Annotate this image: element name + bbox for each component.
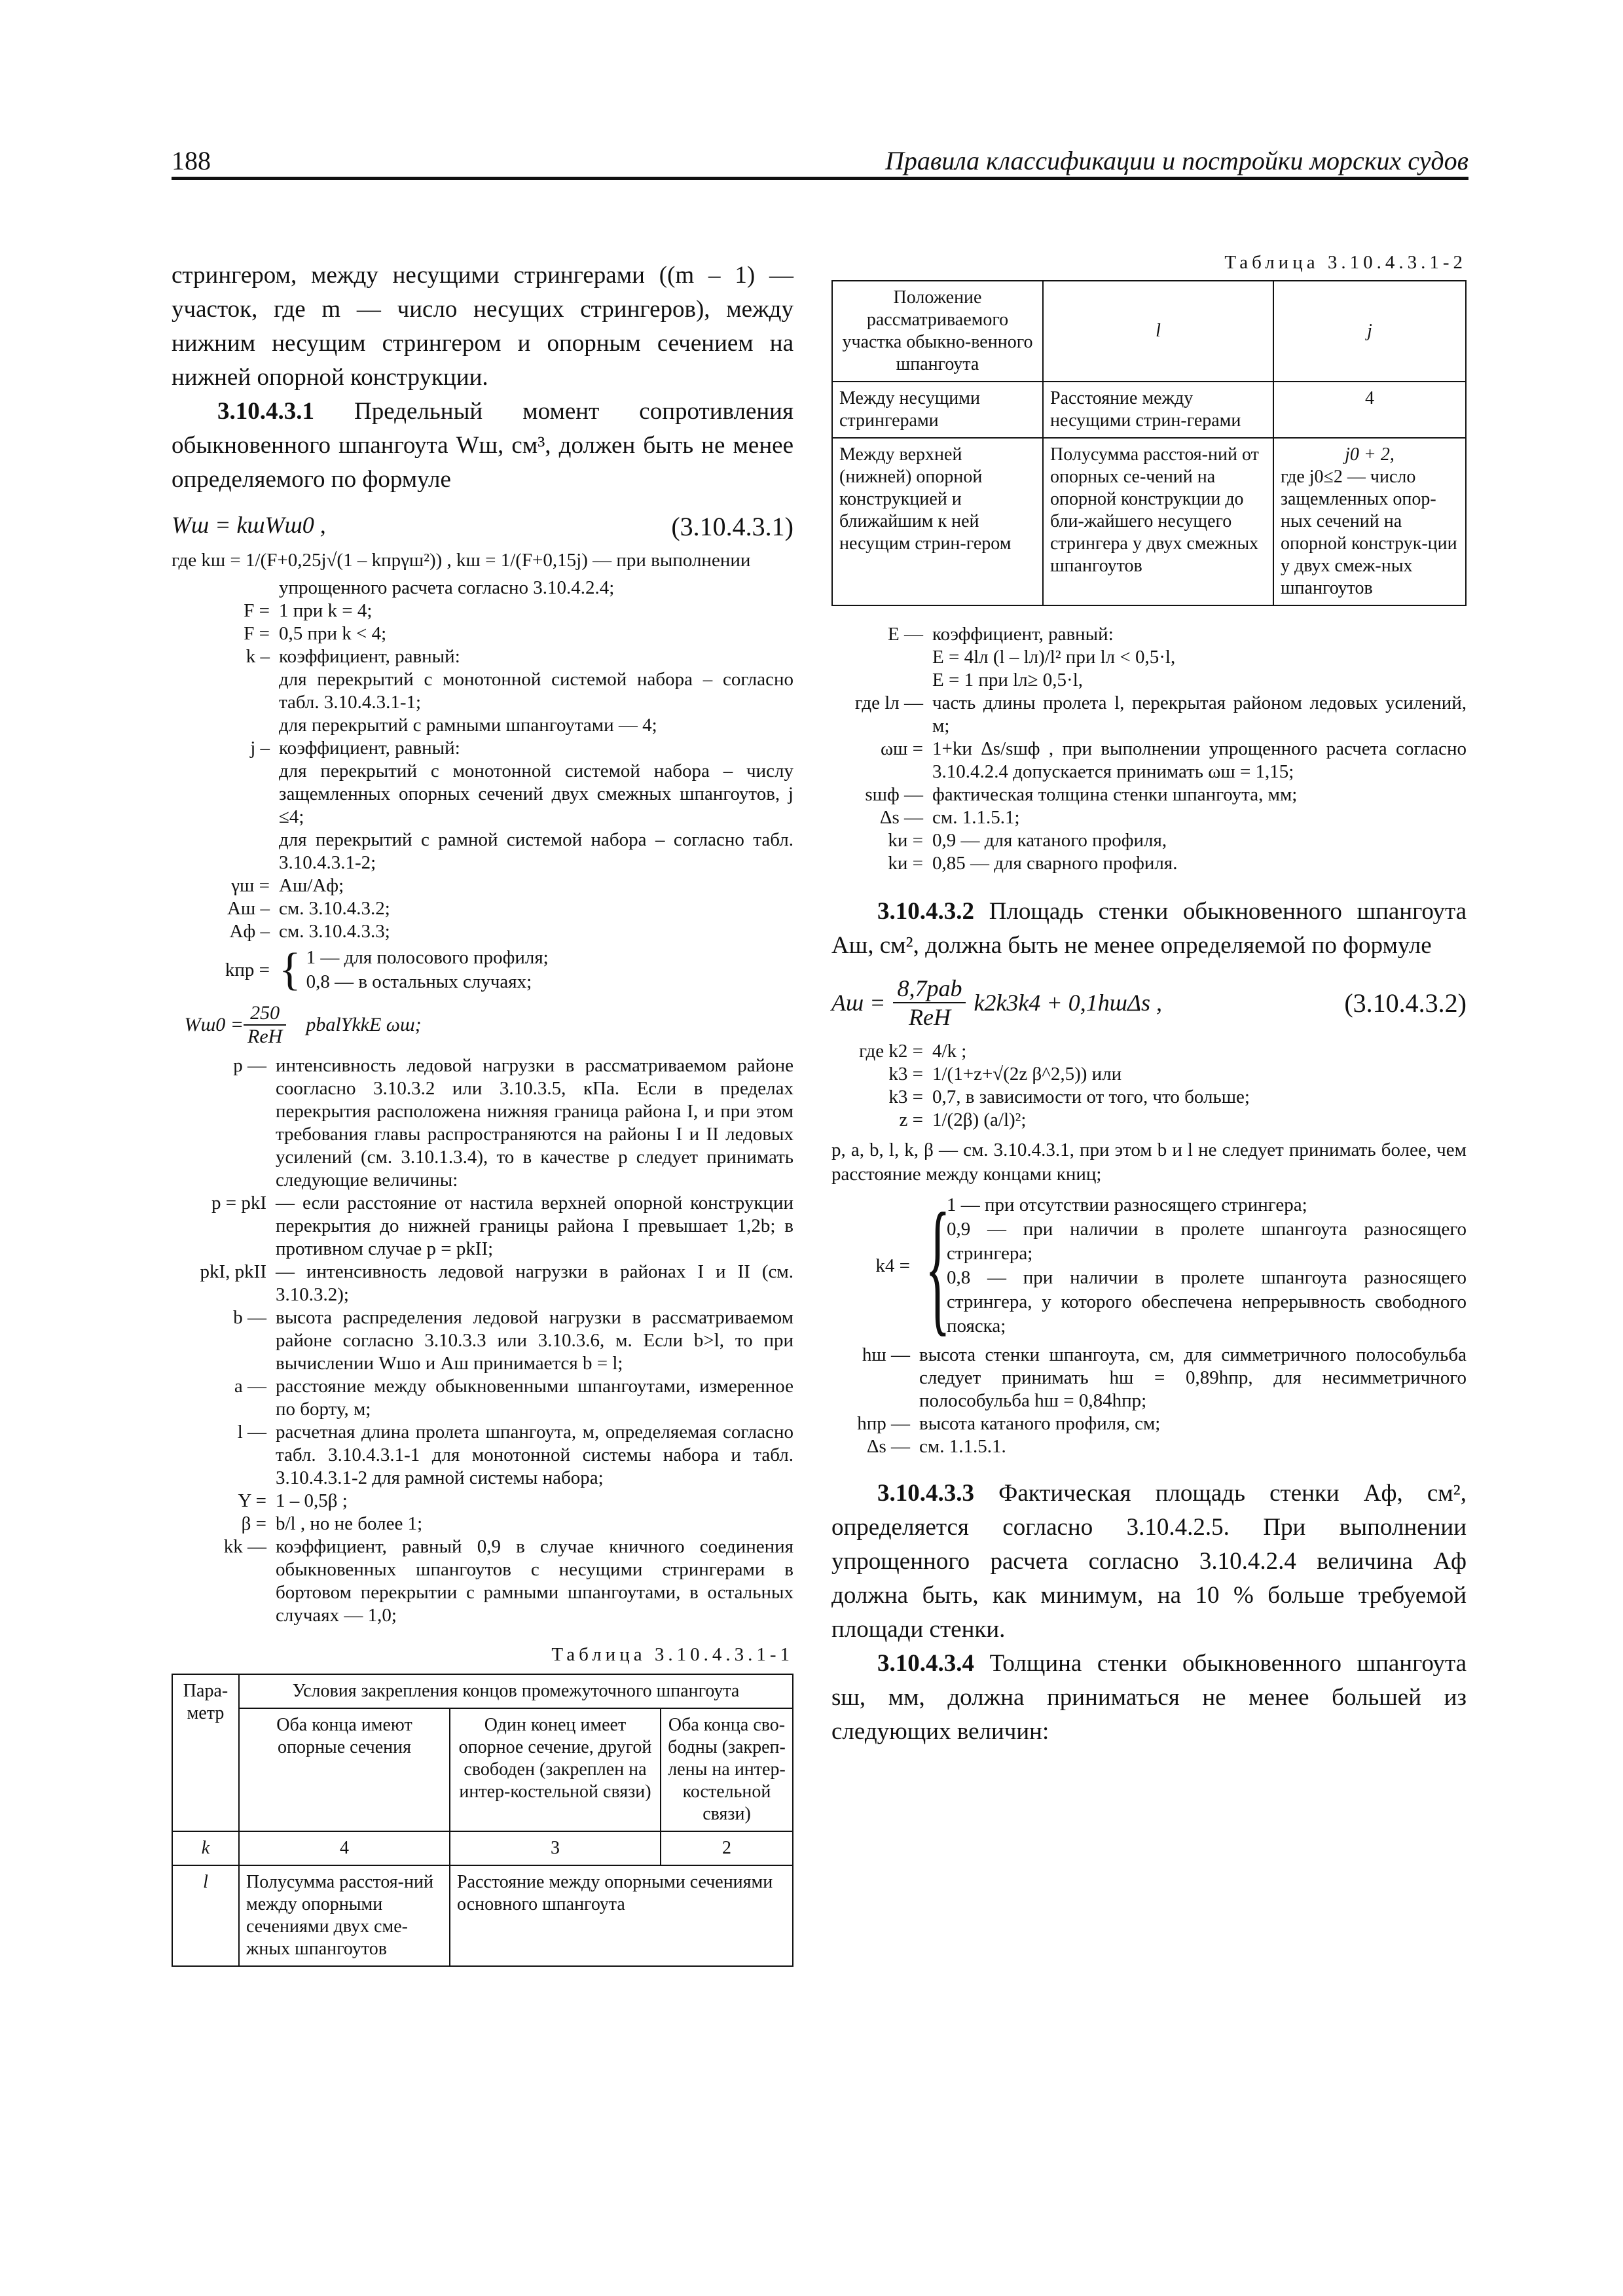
- definition-row: [172, 600, 793, 622]
- definition-term: k3 =: [888, 1064, 923, 1085]
- definitions-list-3: [831, 623, 1467, 875]
- formula2-fraction: [893, 975, 966, 1031]
- wsh0-fraction: [244, 1002, 286, 1048]
- page-number: 188: [172, 146, 211, 175]
- formula2-denominator: ReH: [908, 1004, 951, 1030]
- formula-3-10-4-3-2: [831, 975, 1467, 1031]
- definition-text: 0,5 при k < 4;: [279, 623, 387, 644]
- wsh0-numerator: 250: [244, 1002, 286, 1026]
- definition-row: [172, 714, 793, 737]
- definition-term: p = pkI: [211, 1193, 266, 1213]
- left-column: [172, 259, 793, 1967]
- definition-row: [831, 692, 1467, 738]
- wsh0-denominator: ReH: [247, 1026, 283, 1047]
- definition-text: 1/(1+z+√(2z β^2,5)) или: [932, 1064, 1122, 1085]
- brace-icon: {: [925, 1182, 951, 1349]
- definition-term: Aф –: [229, 921, 270, 942]
- definition-row: [172, 1513, 793, 1535]
- table1-k-c1: 4: [239, 1831, 450, 1865]
- definition-row: [831, 738, 1467, 783]
- definition-text: 1/(2β) (a/l)²;: [932, 1109, 1027, 1130]
- definition-text: расстояние между обыкновенными шпангоутами, измеренное по борту, м;: [276, 1376, 793, 1420]
- definition-text: фактическая толщина стенки шпангоута, мм;: [932, 784, 1298, 805]
- definition-text: 4/k ;: [932, 1041, 967, 1062]
- definition-row: [172, 577, 793, 600]
- definition-term: [172, 829, 279, 874]
- definition-text: упрощенного расчета согласно 3.10.4.2.4;: [279, 577, 615, 598]
- k4-case-1: 1 — при отсутствии разносящего стрингера;: [947, 1194, 1307, 1215]
- definition-text: — если расстояние от настила верхней опорной конструкции перекрытия до нижней границы района I превышает 1,2b; в противном случае p = pkII;: [276, 1193, 793, 1259]
- definition-text: коэффициент, равный:: [279, 646, 460, 667]
- definition-text: для перекрытий с рамными шпангоутами — 4;: [279, 715, 657, 736]
- definition-row: [831, 1412, 1467, 1435]
- definition-row: [172, 1375, 793, 1421]
- definition-text: см. 1.1.5.1;: [932, 807, 1020, 828]
- definition-term: где lл —: [854, 692, 923, 713]
- definition-term: z =: [899, 1109, 923, 1130]
- definition-term: [172, 577, 279, 600]
- section-number: 3.10.4.3.2: [877, 898, 974, 925]
- definition-text: b/l , но не более 1;: [276, 1513, 423, 1534]
- kpr-case-2: 0,8 — в остальных случаях;: [306, 971, 532, 992]
- definition-row: [172, 1054, 793, 1192]
- definition-term: b —: [233, 1307, 266, 1328]
- definition-term: F =: [244, 623, 270, 644]
- pab-line: p, a, b, l, k, β — см. 3.10.4.3.1, при этом b и l не следует принимать более, чем расстояние между концами книц;: [831, 1139, 1467, 1185]
- section-text: Фактическая площадь стенки Aф, см², определяется согласно 3.10.4.2.5. При выполнении упрощенного расчета согласно 3.10.4.2.4 величина Aф должна быть, как минимум, на 10 % больше требуемой площади стенки.: [831, 1480, 1467, 1643]
- definition-term: [172, 668, 279, 714]
- definition-text: интенсивность ледовой нагрузки в рассматриваемом районе соогласно 3.10.3.2 или 3.10.3.5, кПа. Если в пределах перекрытия расположена нижняя граница района I, и при этом требования главы распространяются на районы I и II ледовых усилений (см. 3.10.1.3.4), то в качестве p следует принимать следующие величины:: [276, 1055, 793, 1191]
- definition-term: k3 =: [888, 1086, 923, 1107]
- formula-number: (3.10.4.3.1): [671, 512, 793, 541]
- definition-row: [831, 1086, 1467, 1109]
- table2-r1c2: Расстояние между несущими стрин-герами: [1043, 382, 1273, 438]
- table-3-10-4-3-1-1: [172, 1674, 793, 1967]
- definition-term: Δs —: [866, 1436, 910, 1457]
- definition-row: [172, 760, 793, 829]
- definition-text: см. 1.1.5.1.: [919, 1436, 1006, 1457]
- definition-row: [831, 1040, 1467, 1063]
- brace-icon: {: [279, 944, 301, 995]
- definition-row: [172, 1535, 793, 1627]
- definition-term: l —: [237, 1422, 266, 1443]
- definition-text: для перекрытий с монотонной системой набора – числу защемленных опорных сечений двух смежных шпангоутов, j ≤4;: [279, 761, 793, 827]
- definitions-list-4: [831, 1040, 1467, 1132]
- header-rule: [172, 177, 1468, 180]
- definition-row: [831, 623, 1467, 646]
- definition-text: 1 при k = 4;: [279, 600, 373, 621]
- definition-row: [172, 668, 793, 714]
- definition-row: [831, 646, 1467, 669]
- definition-term: [831, 669, 932, 692]
- definition-text: 1 – 0,5β ;: [276, 1490, 348, 1511]
- definition-text: 0,7, в зависимости от того, что больше;: [932, 1086, 1250, 1107]
- definition-text: 1+kи Δs/sшф , при выполнении упрощенного расчета согласно 3.10.4.2.4 допускается принимать ωш = 1,15;: [932, 738, 1467, 782]
- definition-text: для перекрытий с рамной системой набора – согласно табл. 3.10.4.3.1-2;: [279, 829, 793, 873]
- definition-row: [172, 645, 793, 668]
- definition-term: β =: [241, 1513, 266, 1534]
- kpr-case-1: 1 — для полосового профиля;: [306, 947, 549, 968]
- definition-row: [831, 783, 1467, 806]
- table1-k-c3: 2: [661, 1831, 793, 1865]
- definition-text: для перекрытий с монотонной системой набора – согласно табл. 3.10.4.3.1-1;: [279, 669, 793, 713]
- definition-text: см. 3.10.4.3.2;: [279, 898, 390, 919]
- definition-text: коэффициент, равный 0,9 в случае кничного соединения обыкновенных шпангоутов с несущими стрингерами в бортовом перекрытии с рамными шпангоутами, в остальных случаях — 1,0;: [276, 1536, 793, 1626]
- definition-row: [172, 622, 793, 645]
- definitions-list-2: [172, 1054, 793, 1627]
- definition-term: kи =: [888, 853, 923, 874]
- definition-term: E —: [888, 624, 923, 645]
- definition-term: F =: [244, 600, 270, 621]
- section-text: Предельный момент сопротивления обыкновенного шпангоута Wш, см³, должен быть не менее определяемого по формуле: [172, 398, 793, 493]
- definition-text: высота стенки шпангоута, см, для симметричного полособульба следует принимать hш = 0,89hпр, для несимметричного полособульба hш = 0,84hпр;: [919, 1344, 1467, 1411]
- definition-term: k –: [246, 646, 270, 667]
- definition-term: γш =: [231, 875, 270, 896]
- kpr-label: kпр =: [225, 959, 270, 980]
- table1-l-label: l: [172, 1865, 239, 1966]
- k4-case-2: 0,9 — при наличии в пролете шпангоута разносящего стрингера;: [947, 1219, 1467, 1264]
- definition-row: [172, 897, 793, 920]
- section-3-10-4-3-3: [831, 1477, 1467, 1647]
- running-title: Правила классификации и постройки морских судов: [884, 146, 1468, 175]
- table2-r1c1: Между несущими стрингерами: [832, 382, 1043, 438]
- definition-term: j –: [250, 738, 270, 759]
- definition-row: [831, 669, 1467, 692]
- definition-term: a —: [234, 1376, 266, 1397]
- section-text: Площадь стенки обыкновенного шпангоута Aш, см², должна быть не менее определяемой по формуле: [831, 898, 1467, 959]
- definition-term: Aш –: [227, 898, 270, 919]
- definition-text: высота распределения ледовой нагрузки в рассматриваемом районе согласно 3.10.3.3 или 3.10.3.6, м. Если b>l, то при вычислении Wшо и Aш принимается b = l;: [276, 1307, 793, 1374]
- table2-caption: Таблица 3.10.4.3.1-2: [1224, 252, 1467, 273]
- table2-r2c2: Полусумма расстоя-ний от опорных се-чений на опорной конструкции до бли-жайшего несущего стрингера у двух смежных шпангоутов: [1043, 438, 1273, 605]
- definition-text: E = 4lл (l – lл)/l² при lл < 0,5·l,: [932, 647, 1176, 668]
- definition-row: [831, 852, 1467, 875]
- definition-term: hш —: [862, 1344, 910, 1365]
- definition-term: kи =: [888, 830, 923, 851]
- definition-term: [172, 760, 279, 829]
- section-3-10-4-3-1: [172, 395, 793, 497]
- definition-text: 0,9 — для катаного профиля,: [932, 830, 1167, 851]
- table1-col3-header: Оба конца сво-бодны (закреп-лены на интер-костельной связи): [661, 1708, 793, 1831]
- table2-r2c1: Между верхней (нижней) опорной конструкцией и ближайшим к ней несущим стрин-гером: [832, 438, 1043, 605]
- definition-term: где k2 =: [859, 1041, 923, 1062]
- formula2-numerator: 8,7pab: [893, 975, 966, 1003]
- definition-term: kk —: [223, 1536, 266, 1557]
- definition-text: — интенсивность ледовой нагрузки в районах I и II (см. 3.10.3.2);: [276, 1261, 793, 1305]
- formula-3-10-4-3-1: [172, 511, 793, 542]
- section-number: 3.10.4.3.1: [217, 398, 314, 425]
- section-3-10-4-3-4: [831, 1647, 1467, 1749]
- wsh0-formula: [172, 1002, 793, 1048]
- table1-k-label: k: [172, 1831, 239, 1865]
- wsh0-label: Wш0 =: [184, 1014, 244, 1035]
- definition-row: [172, 737, 793, 760]
- intro-paragraph: стрингером, между несущими стрингерами ((m – 1) — участок, где m — число несущих стрингеров), между нижним несущим стрингером и опорным сечением на нижней опорной конструкции.: [172, 262, 793, 391]
- definition-row: [831, 806, 1467, 829]
- k4-label: k4 =: [875, 1255, 910, 1276]
- kpr-definition: [172, 946, 793, 994]
- definition-row: [172, 1421, 793, 1490]
- wsh0-rest: pbalYkkE ωш;: [306, 1014, 422, 1035]
- definition-term: [172, 714, 279, 737]
- section-number: 3.10.4.3.3: [877, 1480, 974, 1507]
- definition-text: E = 1 при lл≥ 0,5·l,: [932, 670, 1084, 691]
- definition-row: [831, 829, 1467, 852]
- k4-definition: [831, 1182, 1467, 1349]
- definition-row: [831, 1435, 1467, 1458]
- definition-term: Δs —: [879, 807, 923, 828]
- definition-text: коэффициент, равный:: [932, 624, 1114, 645]
- table2-h2: l: [1043, 281, 1273, 382]
- table1-k-c2: 3: [450, 1831, 661, 1865]
- section-number: 3.10.4.3.4: [877, 1650, 974, 1677]
- formula2-lhs: Aш =: [831, 990, 886, 1016]
- definition-text: Aш/Aф;: [279, 875, 344, 896]
- where-line: где kш = 1/(F+0,25j√(1 – kпрγш²)) , kш = 1/(F+0,15j) — при выполнении: [172, 550, 751, 571]
- definition-row: [172, 874, 793, 897]
- formula2-number: (3.10.4.3.2): [1344, 988, 1467, 1018]
- right-column: [831, 252, 1467, 1749]
- table1-caption: Таблица 3.10.4.3.1-1: [551, 1644, 793, 1665]
- definition-row: [172, 920, 793, 943]
- definition-row: [831, 1344, 1467, 1412]
- definition-row: [172, 1261, 793, 1306]
- definition-text: часть длины пролета l, перекрытая районом ледовых усилений, м;: [932, 692, 1467, 736]
- definitions-list-1: [172, 577, 793, 943]
- definition-row: [831, 1063, 1467, 1086]
- table1-l-c23: Расстояние между опорными сечениями основного шпангоута: [450, 1865, 793, 1966]
- definition-term: ωш =: [880, 738, 923, 759]
- table1-param-header: Пара-метр: [172, 1674, 239, 1831]
- table2-h3: j: [1273, 281, 1466, 382]
- definition-text: см. 3.10.4.3.3;: [279, 921, 390, 942]
- table1-col1-header: Оба конца имеют опорные сечения: [239, 1708, 450, 1831]
- definition-term: [831, 646, 932, 669]
- definition-row: [831, 1109, 1467, 1132]
- definition-term: p —: [233, 1055, 266, 1076]
- table1-conditions-header: Условия закрепления концов промежуточного шпангоута: [239, 1674, 793, 1708]
- table1-l-c1: Полусумма расстоя-ний между опорными сечениями двух сме-жных шпангоутов: [239, 1865, 450, 1966]
- table2-h1: Положение рассматриваемого участка обыкно-венного шпангоута: [832, 281, 1043, 382]
- definition-row: [172, 1192, 793, 1261]
- definition-term: sшф —: [865, 784, 923, 805]
- formula-expression: Wш = kшWш0 ,: [172, 512, 326, 538]
- k4-case-3: 0,8 — при наличии в пролете шпангоута разносящего стрингера, у которого обеспечена непрерывность свободного пояска;: [947, 1267, 1467, 1336]
- definition-row: [172, 1490, 793, 1513]
- table2-r2c3: [1273, 438, 1466, 605]
- section-text: Толщина стенки обыкновенного шпангоута sш, мм, должна приниматься не менее большей из следующих величин:: [831, 1650, 1467, 1745]
- definition-text: коэффициент, равный:: [279, 738, 460, 759]
- section-3-10-4-3-2: [831, 895, 1467, 963]
- definition-text: расчетная длина пролета шпангоута, м, определяемая согласно табл. 3.10.4.3.1-1 для монотонной системы набора и табл. 3.10.4.3.1-2 для рамной системы набора;: [276, 1422, 793, 1488]
- definition-term: pkI, pkII: [200, 1261, 266, 1282]
- table-3-10-4-3-1-2: [831, 280, 1467, 606]
- definition-row: [172, 1306, 793, 1375]
- definition-row: [172, 829, 793, 874]
- formula2-rest: k2k3k4 + 0,1hшΔs ,: [974, 990, 1163, 1016]
- definitions-list-5: [831, 1344, 1467, 1458]
- table2-r2c3-text: где j0≤2 — число защемленных опор-ных сечений на опорной конструк-ции у двух смеж-ных шпангоутов: [1281, 467, 1457, 598]
- definition-term: Y =: [238, 1490, 266, 1511]
- table2-r2c3-formula: j0 + 2,: [1345, 444, 1395, 465]
- definition-text: высота катаного профиля, см;: [919, 1413, 1161, 1434]
- table2-r1c3: 4: [1273, 382, 1466, 438]
- definition-text: 0,85 — для сварного профиля.: [932, 853, 1178, 874]
- definition-term: hпр —: [857, 1413, 910, 1434]
- table1-col2-header: Один конец имеет опорное сечение, другой свободен (закреплен на интер-костельной связи): [450, 1708, 661, 1831]
